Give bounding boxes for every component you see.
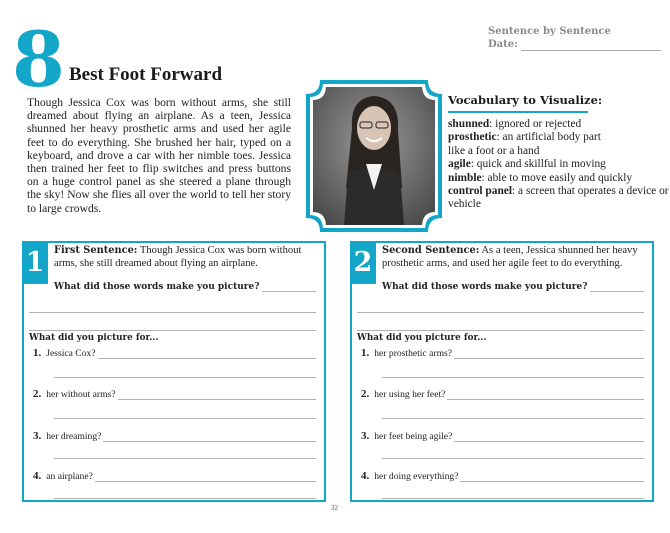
question-label: What did those words make you picture? xyxy=(54,282,260,292)
date-field xyxy=(488,38,661,51)
answer-line[interactable] xyxy=(382,498,644,499)
photo-frame-svg xyxy=(304,78,444,234)
answer-line[interactable] xyxy=(98,350,316,359)
question-item xyxy=(361,470,644,482)
picture-question xyxy=(54,282,316,292)
answer-line[interactable] xyxy=(454,350,644,359)
lesson-number: 8 xyxy=(12,15,65,104)
vocab-entry xyxy=(448,131,613,158)
vocab-definition: : a screen that operates a device or vehicle xyxy=(448,185,669,211)
question-item xyxy=(33,347,316,359)
picture-prompt: What did you picture for... xyxy=(29,333,159,343)
sentence-label: First Sentence: xyxy=(54,245,138,256)
vocab-entry xyxy=(448,158,670,171)
answer-line[interactable] xyxy=(54,498,316,499)
portrait-photo xyxy=(304,78,444,234)
answer-line[interactable] xyxy=(382,458,644,459)
vocab-definition: : an artificial body part like a foot or a hand xyxy=(448,131,601,157)
item-text: Jessica Cox? xyxy=(46,348,96,359)
vocab-term: agile xyxy=(448,158,471,171)
vocab-definition: : quick and skillful in moving xyxy=(470,158,606,171)
item-number: 4. xyxy=(361,470,370,482)
answer-line[interactable] xyxy=(29,330,316,331)
answer-line[interactable] xyxy=(357,312,644,313)
vocabulary-title: Vocabulary to Visualize: xyxy=(448,93,603,107)
answer-line[interactable] xyxy=(95,473,316,482)
item-number: 2. xyxy=(361,388,370,400)
vocab-entry xyxy=(448,185,670,212)
answer-line[interactable] xyxy=(357,330,644,331)
item-text: her doing everything? xyxy=(374,471,459,482)
sentence-text xyxy=(54,245,316,270)
answer-line[interactable] xyxy=(454,433,644,442)
vocab-entry xyxy=(448,118,670,131)
picture-question xyxy=(382,282,644,292)
date-input-line[interactable] xyxy=(521,41,661,51)
item-number: 3. xyxy=(33,430,42,442)
panel-number-badge: 2 xyxy=(350,241,376,284)
item-number: 2. xyxy=(33,388,42,400)
answer-line[interactable] xyxy=(29,312,316,313)
item-number: 1. xyxy=(361,347,370,359)
answer-line[interactable] xyxy=(590,283,644,292)
answer-line[interactable] xyxy=(447,391,644,400)
question-item xyxy=(361,388,644,400)
sentence-body: As a teen, Jessica shunned her heavy prosthetic arms, and used her agile feet to do everything. xyxy=(382,245,638,269)
header-info xyxy=(488,25,661,51)
story-paragraph: Though Jessica Cox was born without arms, she still dreamed about flying an airplane. As a teen, Jessica shunned her heavy prosthetic arms and used her agile feet to do everything. She brushed her hair, typed on a keyboard, and drove a car with her nimble toes. Jessica then trained her feet to flip switches and press buttons on a huge control panel as she steered a plane through the sky! Now she flies all over the world to tell her story to large crowds. xyxy=(27,96,291,215)
item-text: her prosthetic arms? xyxy=(374,348,453,359)
answer-line[interactable] xyxy=(460,473,644,482)
item-text: her feet being agile? xyxy=(374,431,453,442)
answer-line[interactable] xyxy=(262,283,316,292)
sentence-panel-2 xyxy=(350,241,654,502)
panel-number-badge: 1 xyxy=(22,241,48,284)
question-item xyxy=(361,347,644,359)
item-number: 1. xyxy=(33,347,42,359)
sentence-text xyxy=(382,245,644,270)
answer-line[interactable] xyxy=(382,418,644,419)
item-text: her dreaming? xyxy=(46,431,102,442)
vocabulary-underline xyxy=(448,111,588,113)
answer-line[interactable] xyxy=(54,458,316,459)
answer-line[interactable] xyxy=(103,433,316,442)
item-text: her using her feet? xyxy=(374,389,446,400)
answer-line[interactable] xyxy=(382,377,644,378)
vocab-term: control panel xyxy=(448,185,513,198)
question-label: What did those words make you picture? xyxy=(382,282,588,292)
picture-prompt: What did you picture for... xyxy=(357,333,487,343)
vocab-entry xyxy=(448,172,670,185)
question-item xyxy=(33,388,316,400)
item-text: her without arms? xyxy=(46,389,116,400)
date-label: Date: xyxy=(488,39,518,50)
item-number: 3. xyxy=(361,430,370,442)
question-item xyxy=(361,430,644,442)
answer-line[interactable] xyxy=(54,418,316,419)
lesson-title: Best Foot Forward xyxy=(69,64,223,85)
sentence-label: Second Sentence: xyxy=(382,245,480,256)
series-title: Sentence by Sentence xyxy=(488,26,611,37)
question-item xyxy=(33,430,316,442)
sentence-panel-1 xyxy=(22,241,326,502)
answer-line[interactable] xyxy=(118,391,316,400)
sentence-body: Though Jessica Cox was born without arms, she still dreamed about flying an airplane. xyxy=(54,245,302,269)
vocab-term: nimble xyxy=(448,171,482,184)
vocab-term: shunned xyxy=(448,118,490,130)
item-number: 4. xyxy=(33,470,42,482)
page-number: 32 xyxy=(331,504,338,512)
vocabulary-box xyxy=(448,93,670,212)
vocab-definition: : able to move easily and quickly xyxy=(481,171,633,184)
question-item xyxy=(33,470,316,482)
vocab-definition: : ignored or rejected xyxy=(489,118,582,130)
vocab-term: prosthetic xyxy=(448,131,497,144)
item-text: an airplane? xyxy=(46,471,93,482)
answer-line[interactable] xyxy=(54,377,316,378)
